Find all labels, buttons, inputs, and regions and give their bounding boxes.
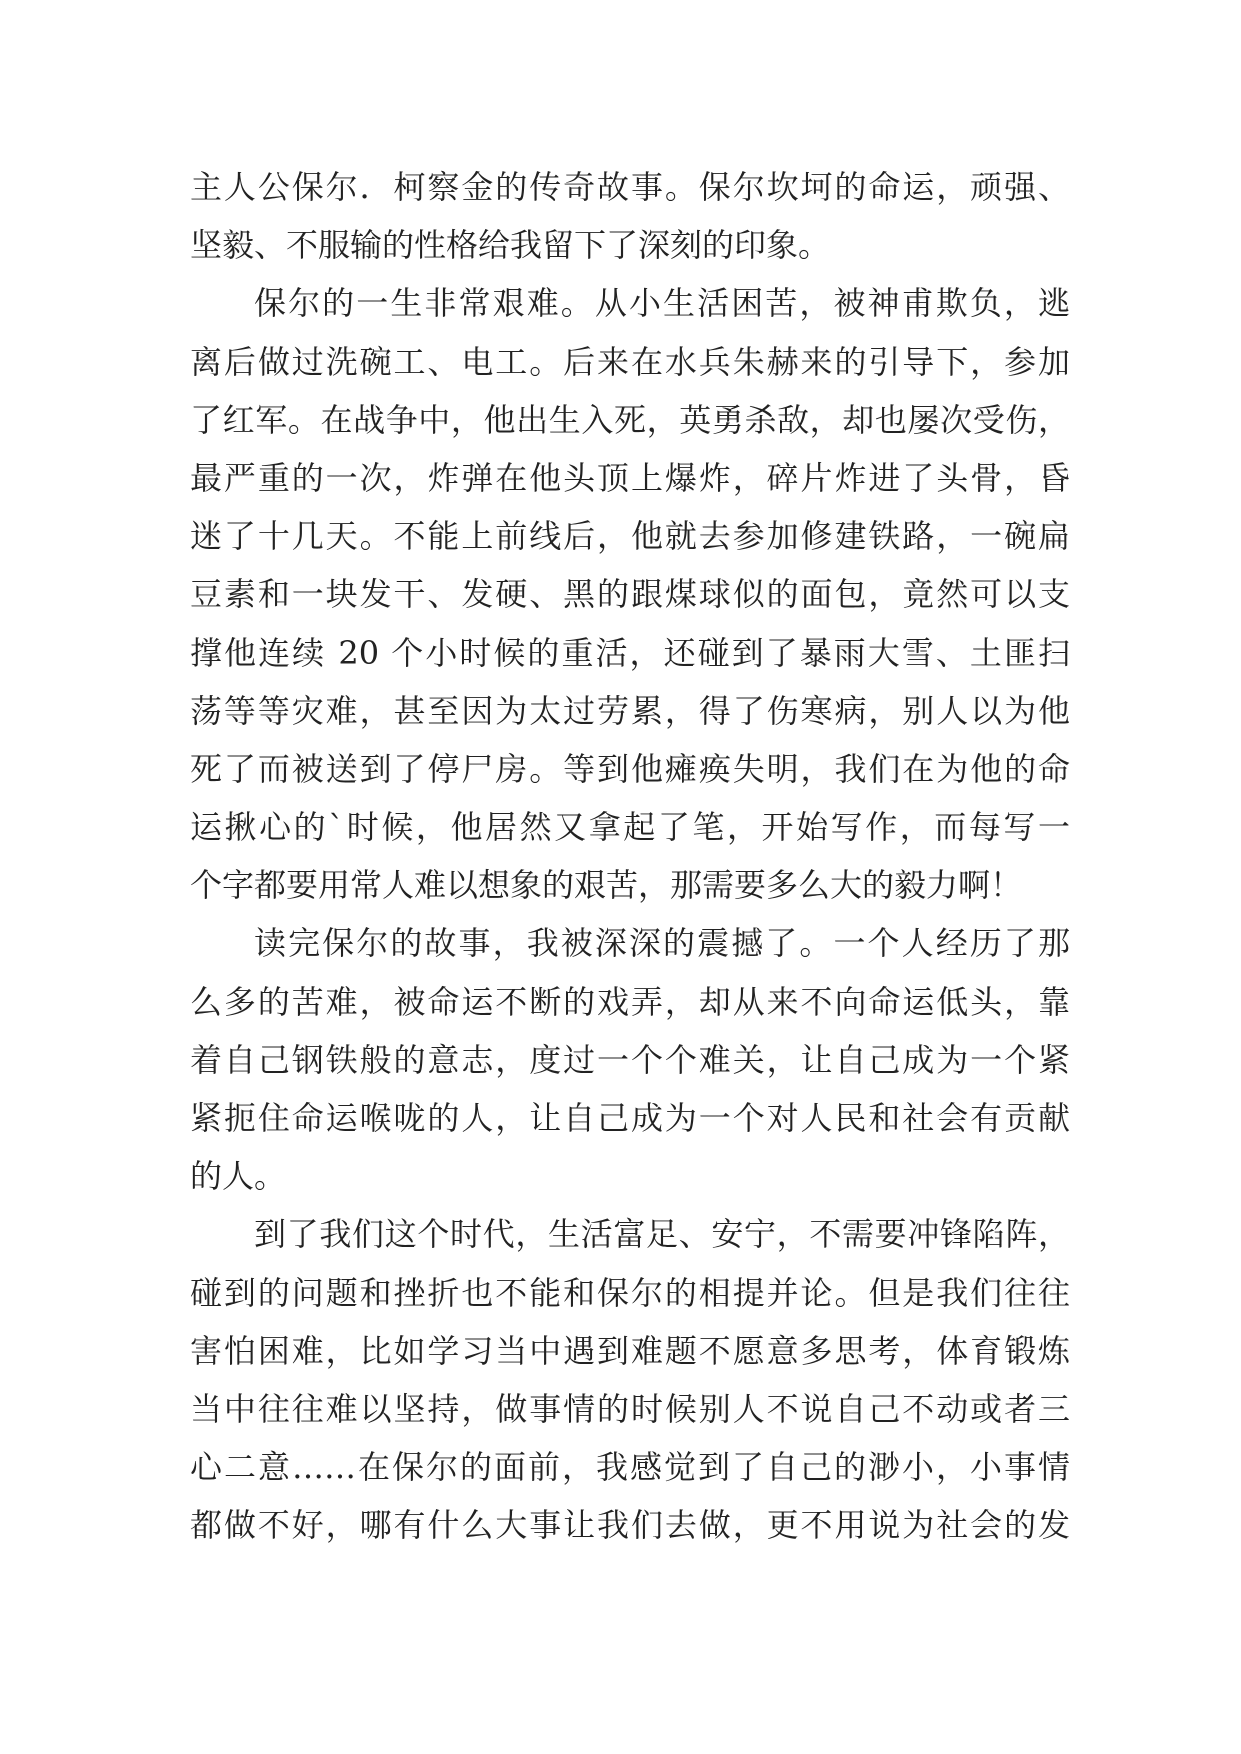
text-line: 害怕困难，比如学习当中遇到难题不愿意多思考，体育锻炼 (190, 1331, 1070, 1370)
text-line: 坚毅、不服输的性格给我留下了深刻的印象。 (190, 226, 831, 265)
text-line: 个字都要用常人难以想象的艰苦，那需要多么大的毅力啊！ (190, 866, 1023, 905)
text-line: 运揪心的`时候，他居然又拿起了笔，开始写作，而每写一 (190, 808, 1070, 847)
text-line: 当中往往难以坚持，做事情的时候别人不说自己不动或者三 (190, 1389, 1070, 1428)
text-line: 碰到的问题和挫折也不能和保尔的相提并论。但是我们往往 (190, 1273, 1070, 1312)
text-line: 撑他连续 20 个小时候的重活，还碰到了暴雨大雪、土匪扫 (190, 633, 1070, 672)
text-line: 着自己钢铁般的意志，度过一个个难关，让自己成为一个紧 (190, 1040, 1070, 1079)
text-line: 豆素和一块发干、发硬、黑的跟煤球似的面包，竟然可以支 (190, 575, 1070, 614)
text-line: 离后做过洗碗工、电工。后来在水兵朱赫来的引导下，参加 (190, 342, 1070, 381)
paragraph-start-line: 读完保尔的故事，我被深深的震撼了。一个人经历了那 (254, 924, 1070, 963)
text-line: 死了而被送到了停尸房。等到他瘫痪失明，我们在为他的命 (190, 749, 1070, 788)
paragraph-start-line: 到了我们这个时代，生活富足、安宁，不需要冲锋陷阵， (254, 1215, 1070, 1254)
text-line: 荡等等灾难，甚至因为太过劳累，得了伤寒病，别人以为他 (190, 691, 1070, 730)
text-line: 了红军。在战争中，他出生入死，英勇杀敌，却也屡次受伤， (190, 400, 1070, 439)
essay-body (190, 158, 1070, 1555)
text-line: 迷了十几天。不能上前线后，他就去参加修建铁路，一碗扁 (190, 517, 1070, 556)
text-line: 最严重的一次，炸弹在他头顶上爆炸，碎片炸进了头骨，昏 (190, 458, 1070, 497)
text-line: 的人。 (190, 1157, 287, 1196)
paragraph-start-line: 保尔的一生非常艰难。从小生活困苦，被神甫欺负，逃 (254, 284, 1070, 323)
text-line: 紧扼住命运喉咙的人，让自己成为一个对人民和社会有贡献 (190, 1099, 1070, 1137)
text-line: 么多的苦难，被命运不断的戏弄，却从来不向命运低头，靠 (190, 982, 1070, 1021)
text-line: 心二意……在保尔的面前，我感觉到了自己的渺小，小事情 (190, 1448, 1070, 1487)
text-line: 都做不好，哪有什么大事让我们去做，更不用说为社会的发 (190, 1506, 1070, 1545)
text-line: 主人公保尔．柯察金的传奇故事。保尔坎坷的命运，顽强、 (190, 168, 1070, 206)
